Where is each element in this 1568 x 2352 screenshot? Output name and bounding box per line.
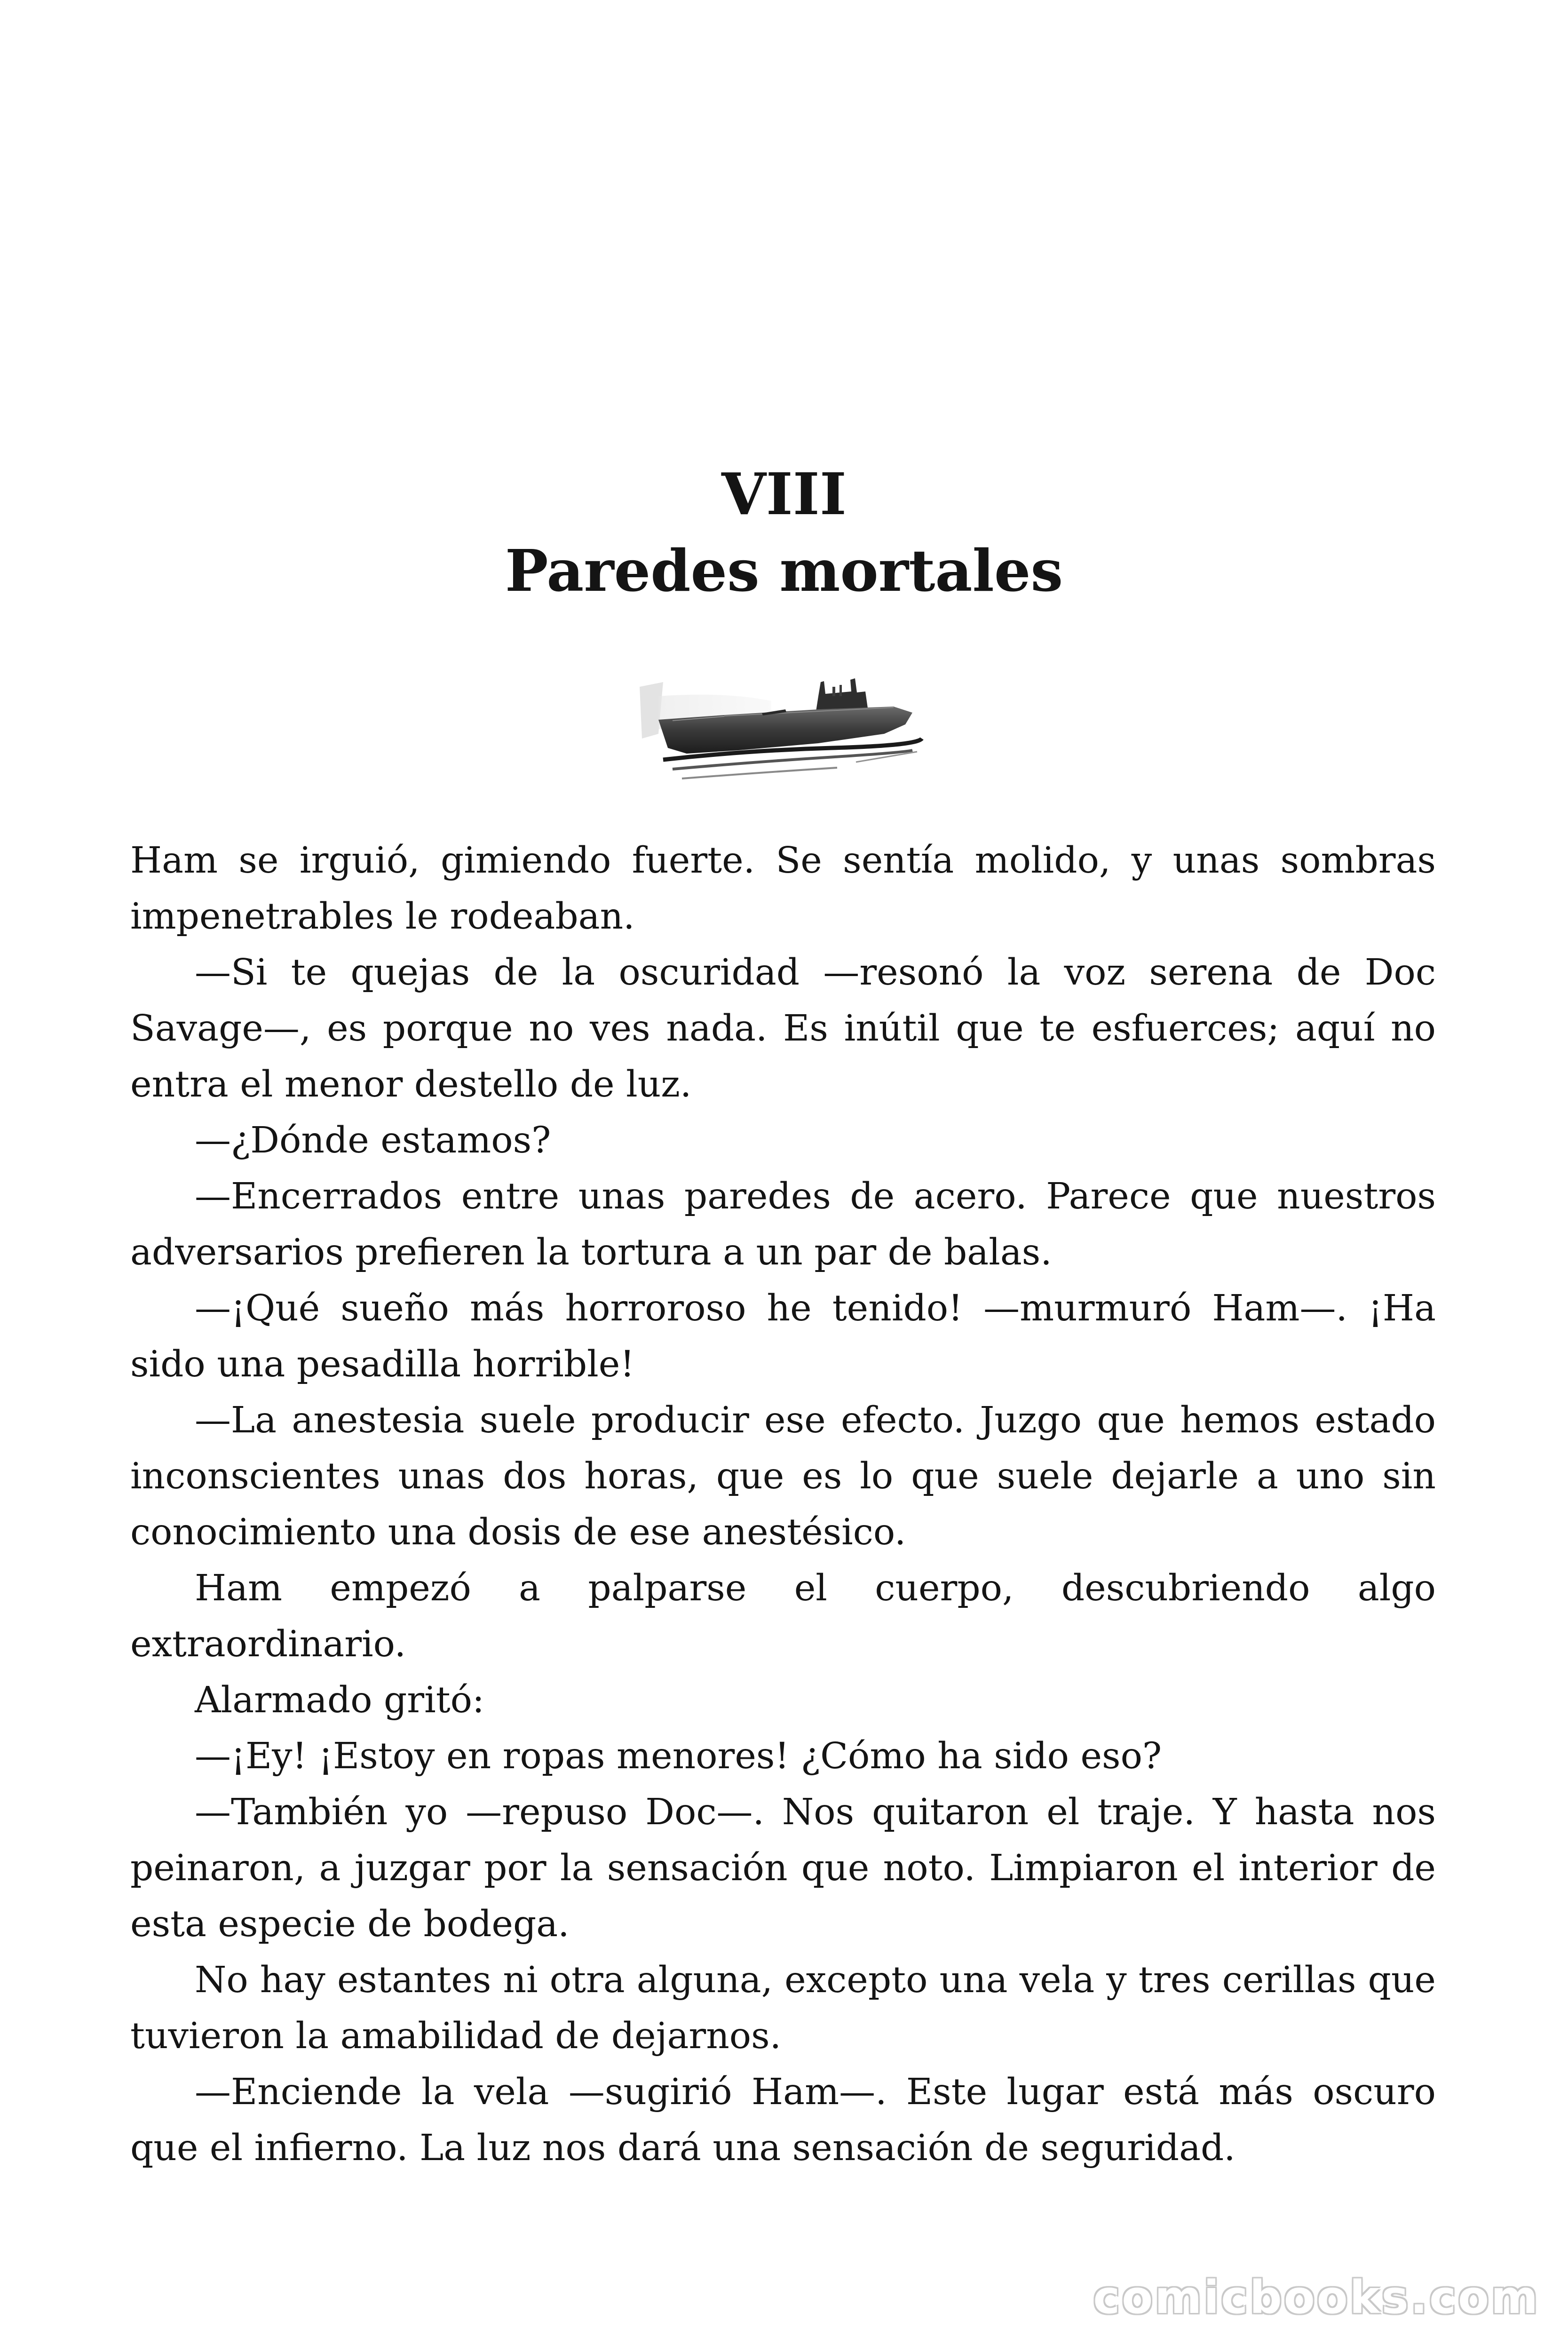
paragraph: —¿Dónde estamos? bbox=[195, 1120, 551, 1161]
paragraph: No hay estantes ni otra alguna, excepto una vela y tres cerillas que tuvieron la amabilidad de dejarnos. bbox=[130, 1959, 1436, 2057]
submarine-illustration-icon bbox=[630, 668, 931, 800]
chapter-body bbox=[130, 833, 1436, 2176]
paragraph: —La anestesia suele producir ese efecto. Juzgo que hemos estado inconscientes unas dos horas, que es lo que suele dejarle a uno sin conocimiento una dosis de ese anestésico. bbox=[130, 1399, 1436, 1553]
paragraph: Ham se irguió, gimiendo fuerte. Se sentía molido, y unas sombras impenetrables le rodeaban. bbox=[130, 840, 1436, 938]
paragraph: —Encerrados entre unas paredes de acero. Parece que nuestros adversarios prefieren la tortura a un par de balas. bbox=[130, 1176, 1436, 1273]
paragraph: —Enciende la vela —sugirió Ham—. Este lugar está más oscuro que el infierno. La luz nos dará una sensación de seguridad. bbox=[130, 2071, 1436, 2169]
paragraph: —Si te quejas de la oscuridad —resonó la voz serena de Doc Savage—, es porque no ves nada. Es inútil que te esfuerces; aquí no entra el menor destello de luz. bbox=[130, 952, 1436, 1105]
paragraph: Alarmado gritó: bbox=[195, 1679, 484, 1721]
paragraph: —¡Ey! ¡Estoy en ropas menores! ¿Cómo ha sido eso? bbox=[195, 1735, 1162, 1777]
paragraph: —¡Qué sueño más horroroso he tenido! —murmuró Ham—. ¡Ha sido una pesadilla horrible! bbox=[130, 1287, 1436, 1385]
watermark: comicbooks.com bbox=[1093, 2271, 1540, 2324]
chapter-title: Paredes mortales bbox=[505, 537, 1063, 604]
chapter-number: VIII bbox=[721, 460, 847, 528]
paragraph: —También yo —repuso Doc—. Nos quitaron el traje. Y hasta nos peinaron, a juzgar por la sensación que noto. Limpiaron el interior de esta especie de bodega. bbox=[130, 1791, 1436, 1945]
paragraph: Ham empezó a palparse el cuerpo, descubriendo algo extraordinario. bbox=[130, 1567, 1436, 1665]
